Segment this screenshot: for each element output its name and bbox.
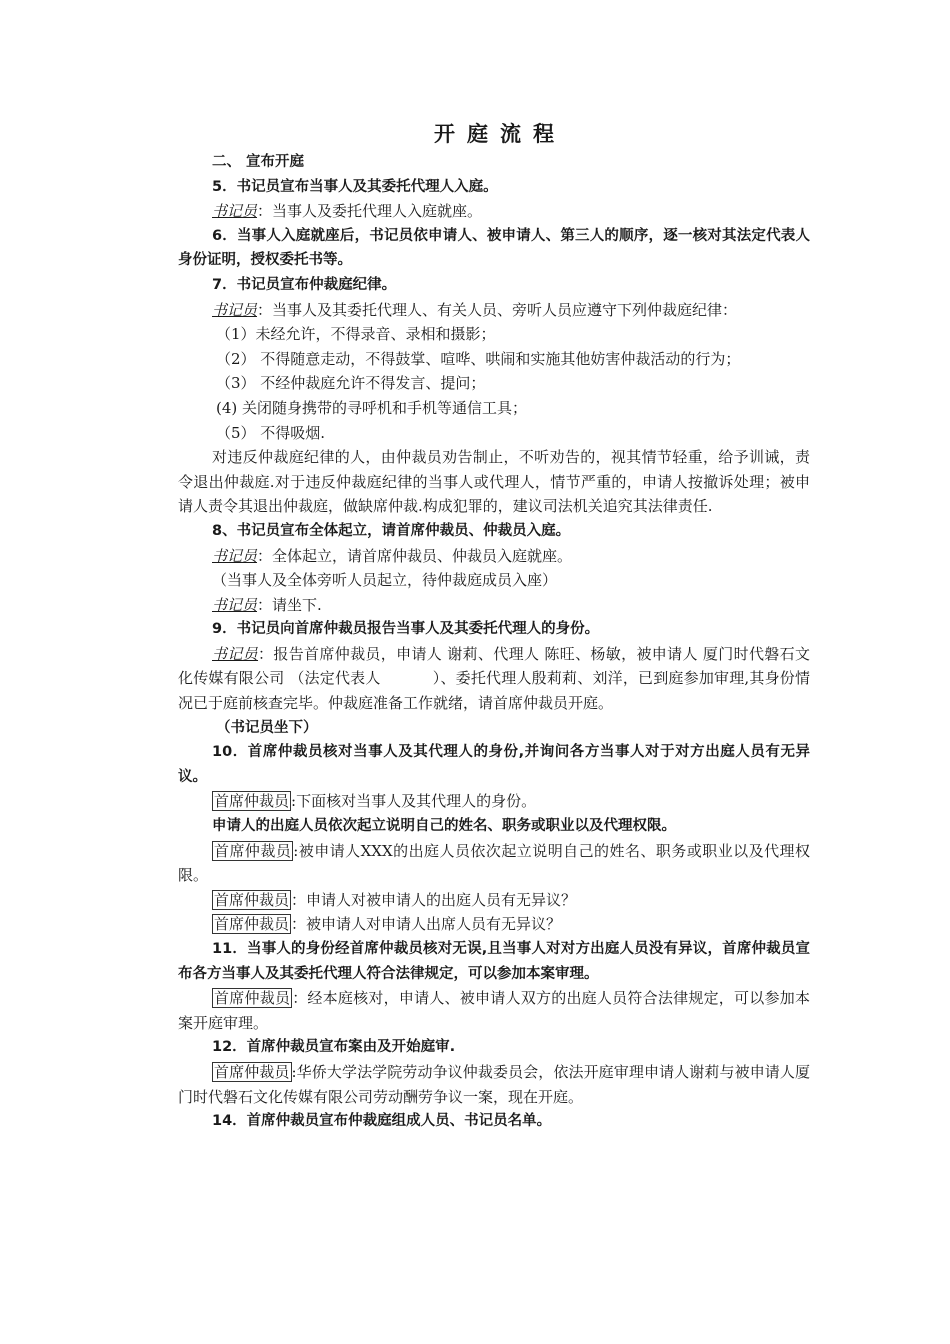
step-10-heading: 10．首席仲裁员核对当事人及其代理人的身份,并询问各方当事人对于对方出庭人员有无异议。 [178,744,810,785]
clerk-speech-part-a: ：报告首席仲裁员，申请人 谢莉、代理人 陈旺、杨敏，被申请人 厦门时代磐石文化传媒有限公司 （法定代表人 [178,644,810,688]
chief-arbitrator-label: 首席仲裁员 [214,792,290,811]
step-7-heading: 7．书记员宣布仲裁庭纪律。 [212,276,397,293]
chief-arbitrator-label: 首席仲裁员 [214,989,291,1008]
chief-speech: ：申请人对被申请人的出庭人员有无异议？ [291,890,577,909]
clerk-speech: ：请坐下. [257,595,322,614]
step-6-heading: 6．当事人入庭就座后，书记员依申请人、被申请人、第三人的顺序，逐一核对其法定代表人身份证明，授权委托书等。 [178,227,810,269]
clerk-speech: ：当事人及委托代理人入庭就座。 [257,202,483,221]
chief-speech: ：被申请人对申请人出席人员有无异议？ [291,915,562,934]
step-12-heading: 12．首席仲裁员宣布案由及开始庭审. [212,1039,456,1056]
step-8-clerk-line-2 [178,593,810,618]
step-10-chief-line-2 [178,839,810,888]
rule-item-5: （5） 不得吸烟. [216,423,326,442]
clerk-label: 书记员 [212,644,259,663]
section-heading: 二、 宣布开庭 [212,154,305,170]
step-10-bold-line: 申请人的出庭人员依次起立说明自己的姓名、职务或职业以及代理权限。 [212,818,676,835]
step-5-heading: 5．书记员宣布当事人及其委托代理人入庭。 [212,178,498,195]
chief-arbitrator-label: 首席仲裁员 [214,1062,290,1081]
clerk-speech-part-b: ）、委托代理人殷莉莉、刘洋，已到庭参加审理,其身份情况已于庭前核查完毕。仲裁庭准备工作就绪，请首席仲裁员开庭。 [178,669,810,713]
step-11-heading: 11．当事人的身份经首席仲裁员核对无误,且当事人对对方出庭人员没有异议，首席仲裁员宣布各方当事人及其委托代理人符合法律规定，可以参加本案审理。 [178,941,810,982]
clerk-speech: ：全体起立，请首席仲裁员、仲裁员入庭就座。 [257,546,573,565]
clerk-speech: ：当事人及其委托代理人、有关人员、旁听人员应遵守下列仲裁庭纪律： [257,300,738,319]
clerk-label: 书记员 [212,595,258,614]
document-page [178,118,810,1134]
step-9-clerk-line [178,642,810,716]
rule-item-2: （2） 不得随意走动，不得鼓掌、喧哗、哄闹和实施其他妨害仲裁活动的行为； [216,349,741,368]
clerk-label: 书记员 [212,202,258,221]
clerk-label: 书记员 [212,300,258,319]
step-7-clerk-line [178,298,810,323]
clerk-label: 书记员 [212,546,258,565]
step-14-heading: 14．首席仲裁员宣布仲裁庭组成人员、书记员名单。 [212,1113,552,1130]
discipline-paragraph: 对违反仲裁庭纪律的人，由仲裁员劝告制止，不听劝告的，视其情节轻重，给予训诫，责令退出仲裁庭.对于违反仲裁庭纪律的当事人或代理人，情节严重的，申请人按撤诉处理；被申请人责令其退出仲裁庭，做缺席仲裁.构成犯罪的，建议司法机关追究其法律责任. [178,448,810,516]
step-9-note: （书记员坐下） [216,719,318,736]
step-10-chief-line-4 [178,912,810,937]
chief-speech: :华侨大学法学院劳动争议仲裁委员会，依法开庭审理申请人谢莉与被申请人厦门时代磐石文化传媒有限公司劳动酬劳争议一案，现在开庭。 [178,1062,810,1106]
step-9-heading: 9．书记员向首席仲裁员报告当事人及其委托代理人的身份。 [212,621,600,638]
rule-item-1: （1）未经允许，不得录音、录相和摄影； [216,325,496,344]
page-title: 开庭流程 [434,121,566,146]
rule-item-4: (4) 关闭随身携带的寻呼机和手机等通信工具； [216,398,528,417]
step-10-chief-line-3 [178,888,810,913]
step-11-chief-line [178,986,810,1035]
chief-speech: :下面核对当事人及其代理人的身份。 [291,792,537,811]
chief-arbitrator-label: 首席仲裁员 [214,890,290,909]
chief-speech: :被申请人XXX的出庭人员依次起立说明自己的姓名、职务或职业以及代理权限。 [178,841,810,885]
chief-arbitrator-label: 首席仲裁员 [214,841,292,860]
step-8-note: （当事人及全体旁听人员起立，待仲裁庭成员入座） [212,571,558,590]
chief-arbitrator-label: 首席仲裁员 [214,915,290,934]
step-5-clerk-line [178,199,810,224]
step-8-heading: 8、书记员宣布全体起立，请首席仲裁员、仲裁员入庭。 [212,522,571,539]
chief-speech: ：经本庭核对，申请人、被申请人双方的出庭人员符合法律规定，可以参加本案开庭审理。 [178,989,810,1032]
rule-item-3: （3） 不经仲裁庭允许不得发言、提问； [216,374,486,393]
step-8-clerk-line-1 [178,544,810,569]
step-10-chief-line-1 [178,789,810,814]
step-12-chief-line [178,1060,810,1109]
